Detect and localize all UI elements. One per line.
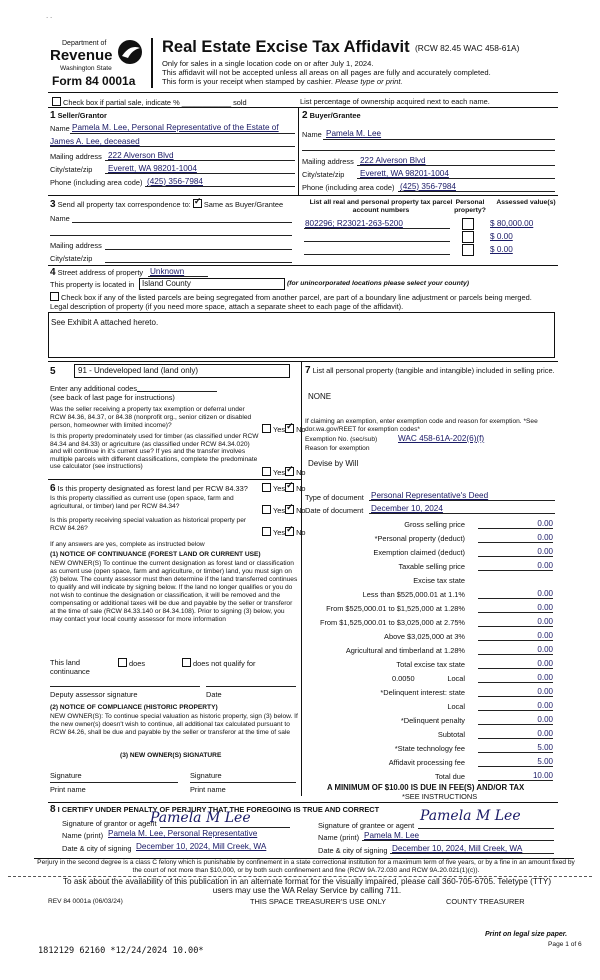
sec5-num: 5 (50, 366, 56, 377)
q2-yes-checkbox[interactable] (262, 467, 271, 476)
tax-value-local[interactable]: 0.00 (478, 673, 553, 683)
land-use-value: 91 - Undeveloped land (land only) (78, 366, 199, 375)
street-label: 4 Street address of property (50, 267, 144, 278)
rev-number: REV 84 0001a (06/03/24) (48, 898, 123, 905)
same-as-buyer-checkbox[interactable] (193, 199, 202, 208)
tax-value-exemption[interactable]: 0.00 (478, 547, 553, 557)
grantor-name[interactable]: Pamela M. Lee, Personal Representative (108, 829, 258, 838)
legal-label: Legal description of property (if you need more space, attach a separate sheet to each page of the affidavit). (50, 302, 404, 311)
buyer-mail-label: Mailing address (302, 157, 354, 166)
seller-phone-label: Phone (including area code) (50, 178, 143, 187)
buyer-heading: 2 Buyer/Grantee (302, 110, 361, 121)
tax-label-delinq-penalty: *Delinquent penalty (400, 716, 465, 725)
accessibility-notice: To ask about the availability of this publication in an alternate format for the visually impaired, please call 360-705-6705. Teletype (TTY) users may use the WA Relay Service by calling 711. (62, 877, 552, 895)
seller-city[interactable]: Everett, WA 98201-1004 (108, 164, 197, 173)
revenue-logo-text: Revenue (50, 47, 113, 64)
tax-label-gross: Gross selling price (404, 520, 465, 529)
doc-type-label: Type of document (305, 493, 364, 502)
segregate-row: Check box if any of the listed parcels are being segregated from another parcel, are part of a boundary line adjustment or parcels being merged. (50, 292, 532, 302)
grantee-date[interactable]: December 10, 2024, Mill Creek, WA (392, 844, 523, 853)
notice1-body: NEW OWNER(S) To continue the current designation as forest land or classification as current use (open space, farm and agriculture, or timber) land, you must sign on (3) below. The county assessor must then determine if the land transferred continues to qualify and will indicate by signing below. If the land no longer qualifies or you do not wish to continue the designation or classification, it will be removed and the compensating or additional taxes will be due and payable by the seller or transferor at the time of sale (RCW 84.33.140 or 84.34.108). Prior to signing (3) below, you may contact your local county assessor for more information (50, 560, 298, 623)
tax-value-personal[interactable]: 0.00 (478, 533, 553, 543)
personal-property-checkbox-3[interactable] (462, 244, 474, 256)
tax-value-agri[interactable]: 0.00 (478, 645, 553, 655)
tax-label-agri: Agricultural and timberland at 1.28% (345, 646, 465, 655)
header-line1: Only for sales in a single location code on or after July 1, 2024. (162, 59, 374, 68)
personal-property-checkbox-1[interactable] (462, 218, 474, 230)
buyer-mail[interactable]: 222 Alverson Blvd (360, 156, 426, 165)
tax-label-tier2: From $525,000.01 to $1,525,000 at 1.28% (326, 604, 465, 613)
sec3-name-label: Name (50, 214, 70, 223)
header-line2: This affidavit will not be accepted unless all areas on all pages are fully and accurately completed. (162, 68, 491, 77)
q-forest-no-checkbox[interactable] (285, 483, 294, 492)
doc-date-label: Date of document (305, 506, 364, 515)
tax-label-tier4: Above $3,025,000 at 3% (384, 632, 465, 641)
owner-print-label-1: Print name (50, 785, 86, 794)
q-forest: 6 Is this property designated as forest land per RCW 84.33? (50, 483, 248, 494)
sec3-heading: 3 Send all property tax correspondence to: ✓ Same as Buyer/Grantee (50, 199, 283, 210)
continuance-label: continuance (50, 667, 90, 676)
minimum-due: A MINIMUM OF $10.00 IS DUE IN FEE(S) AND/OR TAX (327, 783, 525, 792)
page-number: Page 1 of 6 (548, 941, 582, 948)
personal-property-checkbox-2[interactable] (462, 231, 474, 243)
tax-value-taxable[interactable]: 0.00 (478, 561, 553, 571)
owner-signature-label-2: Signature (190, 771, 222, 780)
q-current-use: Is this property classified as current use (open space, farm and agricultural, or timber) land per RCW 84.34? (50, 495, 234, 510)
notice3-heading: (3) NEW OWNER(S) SIGNATURE (120, 752, 222, 759)
exemption-text: If claiming an exemption, enter exemption code and reason for exemption. *See dor.wa.gov/REET for exemption codes* (305, 418, 538, 433)
q-timber: Is this property predominately used for timber (as classified under RCW 84.34 and 84.33) or agriculture (as classified under RCW 84.34.020) and will continue in it's current use? If yes and the transfer involves multiple parcels with different classifications, complete the predominate use calculator (see instructions) (50, 433, 259, 471)
does-not-option: does not qualify for (182, 658, 255, 668)
personal-property-text: 7 List all personal property (tangible and intangible) included in selling price. (305, 365, 555, 376)
legal-paper-note: Print on legal size paper. (485, 931, 568, 938)
located-label: This property is located in (50, 280, 135, 289)
grantor-name-label: Name (print) (62, 831, 104, 840)
q1-no-checkbox[interactable] (285, 424, 294, 433)
tax-label-subtotal: Subtotal (437, 730, 465, 739)
tax-value-tier2[interactable]: 0.00 (478, 603, 553, 613)
treasurer-use: THIS SPACE TREASURER'S USE ONLY (250, 897, 387, 906)
tax-label-taxable: Taxable selling price (398, 562, 465, 571)
q-historic-no-checkbox[interactable] (285, 527, 294, 536)
notice2-heading: (2) NOTICE OF COMPLIANCE (HISTORIC PROPERTY) (50, 704, 218, 711)
tax-value-delinq-int-state[interactable]: 0.00 (478, 687, 553, 697)
grantor-date[interactable]: December 10, 2024, Mill Creek, WA (136, 842, 267, 851)
seller-mail-label: Mailing address (50, 152, 102, 161)
tax-value-tier3[interactable]: 0.00 (478, 617, 553, 627)
this-land-label: This land (50, 658, 80, 667)
grantor-signature[interactable]: Pamela M Lee (150, 810, 251, 826)
deputy-date-label: Date (206, 690, 222, 699)
yes-note: If any answers are yes, complete as instructed below (50, 541, 205, 548)
county-value: Island County (142, 279, 191, 288)
add-codes-label: Enter any additional codes (50, 384, 138, 393)
tax-value-delinq-int-local[interactable]: 0.00 (478, 701, 553, 711)
grantee-date-label: Date & city of signing (318, 846, 388, 855)
form-number: Form 84 0001a (52, 74, 136, 88)
revenue-logo-icon (116, 38, 144, 66)
seller-name-2[interactable]: James A. Lee, deceased (50, 137, 140, 146)
q-timber-answer: Yes✓ No (262, 467, 306, 477)
tax-label-total-state: Total excise tax state (396, 660, 465, 669)
sec3-mail-label: Mailing address (50, 241, 102, 250)
segregate-checkbox[interactable] (50, 292, 59, 301)
q-historic-yes-checkbox[interactable] (262, 527, 271, 536)
tax-value-tier1[interactable]: 0.00 (478, 589, 553, 599)
rcw-ref: (RCW 82.45 WAC 458-61A) (415, 43, 520, 53)
reason-label: Reason for exemption (305, 445, 370, 452)
assessed-value-1[interactable]: $ 80,000.00 (490, 219, 534, 228)
personal-property-value[interactable]: NONE (308, 392, 332, 401)
grantee-sig-label: Signature of grantee or agent (318, 821, 415, 830)
buyer-phone-label: Phone (including area code) (302, 183, 395, 192)
buyer-name-label: Name (302, 130, 322, 139)
exemption-no[interactable]: WAC 458-61A-202(6)(f) (398, 434, 485, 443)
q-current-no-checkbox[interactable] (285, 505, 294, 514)
assessed-value-3[interactable]: $ 0.00 (490, 245, 513, 254)
assessed-value-2[interactable]: $ 0.00 (490, 232, 513, 241)
buyer-phone[interactable]: (425) 356-7984 (400, 182, 456, 191)
tax-value-tier4[interactable]: 0.00 (478, 631, 553, 641)
see-instructions: *SEE INSTRUCTIONS (402, 792, 478, 801)
partial-sale-checkbox[interactable] (52, 97, 61, 106)
notice2-body: NEW OWNER(S): To continue special valuation as historic property, sign (3) below. If the new owner(s) doesn't wish to continue, all additional tax calculated pursuant to RCW 84.26, shall be due and payable by the seller or transferor at the time of sale (50, 713, 298, 736)
q-exemption-answer: Yes✓ No (262, 424, 306, 434)
legal-description: See Exhibit A attached hereto. (51, 318, 159, 327)
sec3-city-label: City/state/zip (50, 254, 93, 263)
perjury-notice: Perjury in the second degree is a class C felony which is punishable by confinement in a state correctional institution for a maximum term of five years, or by a fine in an amount fixed by the court of not more than $10,000, or by both such confinement and fine (RCW 9A.72.030 and RCW 9A.20.021(1)(c)). (37, 859, 575, 874)
tax-label-excise-state: Excise tax state (413, 576, 465, 585)
owner-signature-label-1: Signature (50, 771, 82, 780)
tax-value-gross[interactable]: 0.00 (478, 519, 553, 529)
county-treasurer: COUNTY TREASURER (446, 897, 525, 906)
tax-value-total-state[interactable]: 0.00 (478, 659, 553, 669)
owner-print-label-2: Print name (190, 785, 226, 794)
buyer-city-label: City/state/zip (302, 170, 345, 179)
q1-yes-checkbox[interactable] (262, 424, 271, 433)
tax-label-processing-fee: Affidavit processing fee (388, 758, 465, 767)
certify-statement: 8 I CERTIFY UNDER PENALTY OF PERJURY THAT THE FOREGOING IS TRUE AND CORRECT (50, 804, 380, 815)
q-current-use-answer: Yes✓ No (262, 505, 306, 515)
q-exemption: Was the seller receiving a property tax exemption or deferral under RCW 84.36, 84.37, or 84.38 (nonprofit org., senior citizen or disabled person, homeowner with limited income)? (50, 406, 252, 429)
deputy-signature-label: Deputy assessor signature (50, 690, 138, 699)
q-forest-answer: Yes✓ No (262, 483, 306, 493)
tax-label-delinq-int-state: *Delinquent interest: state (380, 688, 465, 697)
exemption-no-label: Exemption No. (sec/sub) (305, 436, 378, 443)
seller-city-label: City/state/zip (50, 165, 93, 174)
tax-label-tier3: From $1,525,000.01 to $3,025,000 at 2.75% (319, 618, 465, 627)
tax-label-personal: *Personal property (deduct) (374, 534, 465, 543)
grantee-name-label: Name (print) (318, 833, 360, 842)
dept-label: Department of (62, 40, 107, 47)
scan-mark: · · (46, 14, 53, 21)
tax-value-processing-fee[interactable]: 5.00 (478, 757, 553, 767)
doc-date[interactable]: December 10, 2024 (371, 504, 443, 513)
q-historic: Is this property receiving special valuation as historical property per RCW 84.26? (50, 517, 247, 532)
street-address[interactable]: Unknown (150, 267, 185, 276)
tax-value-total-due[interactable]: 10.00 (478, 771, 553, 781)
tax-value-delinq-penalty[interactable]: 0.00 (478, 715, 553, 725)
local-rate: 0.0050 (392, 674, 415, 683)
grantor-sig-label: Signature of grantor or agent (62, 819, 157, 828)
q-forest-yes-checkbox[interactable] (262, 483, 271, 492)
partial-sale: Check box if partial sale, indicate % ____________ sold (52, 97, 247, 107)
notice1-heading: (1) NOTICE OF CONTINUANCE (FOREST LAND OR CURRENT USE) (50, 551, 261, 558)
reason-value[interactable]: Devise by Will (308, 459, 359, 468)
grantor-date-label: Date & city of signing (62, 844, 132, 853)
q2-no-checkbox[interactable] (285, 467, 294, 476)
recording-stamp: 1812129 62160 *12/24/2024 10.00* (38, 946, 204, 956)
seller-mail[interactable]: 222 Alverson Blvd (108, 151, 174, 160)
uninc-note: (for unincorporated locations please select your county) (287, 280, 470, 287)
tax-value-subtotal[interactable]: 0.00 (478, 729, 553, 739)
header-line3: This form is your receipt when stamped by cashier. Please type or print. (162, 77, 403, 86)
seller-name[interactable]: Pamela M. Lee, Personal Representative of the Estate of (72, 123, 279, 132)
add-codes-note: (see back of last page for instructions) (50, 393, 175, 402)
state-label: Washington State (60, 65, 112, 72)
does-option: does (118, 658, 145, 668)
grantee-signature[interactable]: Pamela M Lee (420, 808, 521, 824)
buyer-city[interactable]: Everett, WA 98201-1004 (360, 169, 449, 178)
parcel-number-1[interactable]: 802296; R23021-263-5200 (305, 219, 403, 228)
does-checkbox[interactable] (118, 658, 127, 667)
tax-label-tech-fee: *State technology fee (394, 744, 465, 753)
tax-label-local: Local (447, 674, 465, 683)
seller-phone[interactable]: (425) 356-7984 (147, 177, 203, 186)
buyer-name[interactable]: Pamela M. Lee (326, 129, 382, 138)
does-not-checkbox[interactable] (182, 658, 191, 667)
page-title: Real Estate Excise Tax Affidavit (162, 38, 410, 56)
tax-label-tier1: Less than $525,000.01 at 1.1% (362, 590, 465, 599)
assessed-col-heading: Assessed value(s) (496, 199, 556, 206)
seller-heading: 1 Seller/Grantor (50, 110, 107, 121)
list-pct-note: List percentage of ownership acquired next to each name. (300, 97, 490, 106)
doc-type[interactable]: Personal Representative's Deed (371, 491, 489, 500)
q-historic-answer: Yes✓ No (262, 527, 306, 537)
tax-label-delinq-int-local: Local (447, 702, 465, 711)
tax-value-tech-fee[interactable]: 5.00 (478, 743, 553, 753)
parcel-col-heading: List all real and personal property tax parcel account numbers (309, 199, 453, 214)
seller-name-label: Name (50, 124, 70, 133)
q-current-yes-checkbox[interactable] (262, 505, 271, 514)
personal-col-heading: Personal property? (454, 199, 486, 214)
tax-label-exemption: Exemption claimed (deduct) (373, 548, 465, 557)
tax-label-total-due: Total due (435, 772, 465, 781)
grantee-name[interactable]: Pamela M. Lee (364, 831, 420, 840)
